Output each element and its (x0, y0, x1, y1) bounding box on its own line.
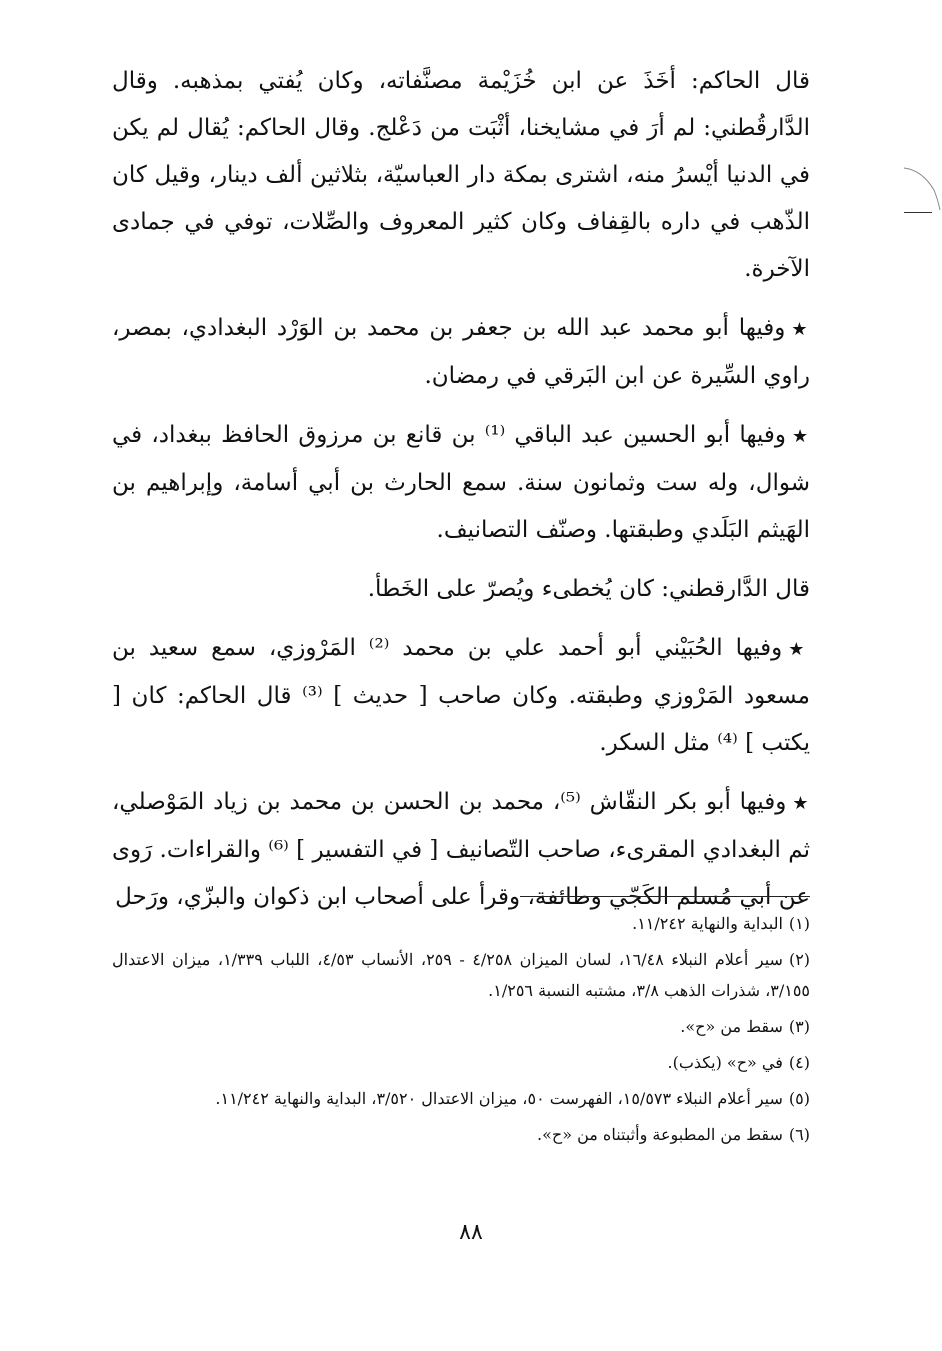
margin-dash (904, 212, 932, 213)
star-icon: ★ (791, 426, 811, 447)
star-icon: ★ (792, 793, 810, 814)
footnote-text: سير أعلام النبلاء ١٥/٥٧٣، الفهرست ٥٠، ميزان الاعتدال ٣/٥٢٠، البداية والنهاية ١١/٢٤٢. (215, 1089, 783, 1108)
footnote-text: البداية والنهاية ١١/٢٤٢. (632, 914, 783, 933)
footnote (112, 908, 810, 939)
paragraph-text: وفيها أبو الحسين عبد الباقي ⁽¹⁾ بن قانع بن مرزوق الحافظ ببغداد، في شوال، وله ست وثمانون سنة. سمع الحارث بن أبي أسامة، وإبراهيم بن الهَيثم البَلَدي وطبقتها. وصنّف التصانيف. (112, 422, 810, 543)
paragraph-hakim (112, 58, 810, 293)
footnote-number: (٦) (788, 1125, 810, 1144)
main-text (112, 58, 810, 933)
footnote-number: (٢) (788, 950, 811, 969)
footnote (112, 1047, 810, 1078)
footnote-text: سير أعلام النبلاء ١٦/٤٨، لسان الميزان ٤/٢٥٨ - ٢٥٩، الأنساب ٤/٥٣، اللباب ١/٣٣٩، ميزان الاعتدال ٣/١٥٥، شذرات الذهب ٣/٨، مشتبه النسبة ١/٢٥٦. (112, 950, 810, 1000)
footnotes (112, 908, 810, 1155)
paragraph-text: قال الدَّارقطني: كان يُخطىء ويُصرّ على الخَطأ. (367, 576, 810, 602)
footnote-number: (٣) (788, 1017, 810, 1036)
footnote-number: (٥) (788, 1089, 810, 1108)
footnote-separator (520, 896, 810, 897)
margin-mark-icon (902, 160, 942, 220)
footnote (112, 944, 810, 1006)
footnote-number: (٤) (788, 1053, 810, 1072)
paragraph-ibn-al-ward (112, 305, 810, 400)
paragraph-ibn-qani (112, 412, 810, 554)
page-number: ٨٨ (459, 1220, 483, 1245)
paragraph-hubayni (112, 625, 810, 767)
footnote-number: (١) (788, 914, 810, 933)
paragraph-text: قال الحاكم: أخَذَ عن ابن خُزَيْمة مصنَّفاته، وكان يُفتي بمذهبه. وقال الدَّارقُطني: لم أرَ في مشايخنا، أثْبَت من دَعْلج. وقال الحاكم: يُقال لم يكن في الدنيا أيْسرُ منه، اشترى بمكة دار العباسيّة، بثلاثين ألف دينار، وقيل كان الذّهب في داره بالقِفاف وكان كثير المعروف والصِّلات، توفي في جمادى الآخرة. (112, 68, 810, 282)
star-icon: ★ (788, 639, 810, 660)
paragraph-text: وفيها الحُبَيْني أبو أحمد علي بن محمد ⁽²⁾ المَرْوزي، سمع سعيد بن مسعود المَرْوزي وطبقته. وكان صاحب [ حديث ] ⁽³⁾ قال الحاكم: كان [ يكتب ] ⁽⁴⁾ مثل السكر. (112, 635, 810, 756)
footnote (112, 1011, 810, 1042)
footnote (112, 1119, 810, 1150)
paragraph-text: وفيها أبو محمد عبد الله بن جعفر بن محمد بن الوَرْد البغدادي، بمصر، راوي السِّيرة عن ابن البَرقي في رمضان. (112, 315, 810, 389)
footnote (112, 1083, 810, 1114)
paragraph-naqqash (112, 779, 810, 921)
star-icon: ★ (791, 319, 810, 340)
footnote-text: سقط من «ح». (680, 1017, 783, 1036)
footnote-text: في «ح» (يكذب). (667, 1053, 783, 1072)
paragraph-daraqutni (112, 566, 810, 613)
footnote-text: سقط من المطبوعة وأثبتناه من «ح». (537, 1125, 783, 1144)
paragraph-text: وفيها أبو بكر النقّاش ⁽⁵⁾، محمد بن الحسن بن محمد بن زياد المَوْصلي، ثم البغدادي المقرىء، صاحب التّصانيف [ في التفسير ] ⁽⁶⁾ والقراءات. رَوى عن أبي مُسلم الكَجّي وطائفة، وقرأ على أصحاب ابن ذكوان والبزّي، ورَحل (112, 789, 810, 910)
